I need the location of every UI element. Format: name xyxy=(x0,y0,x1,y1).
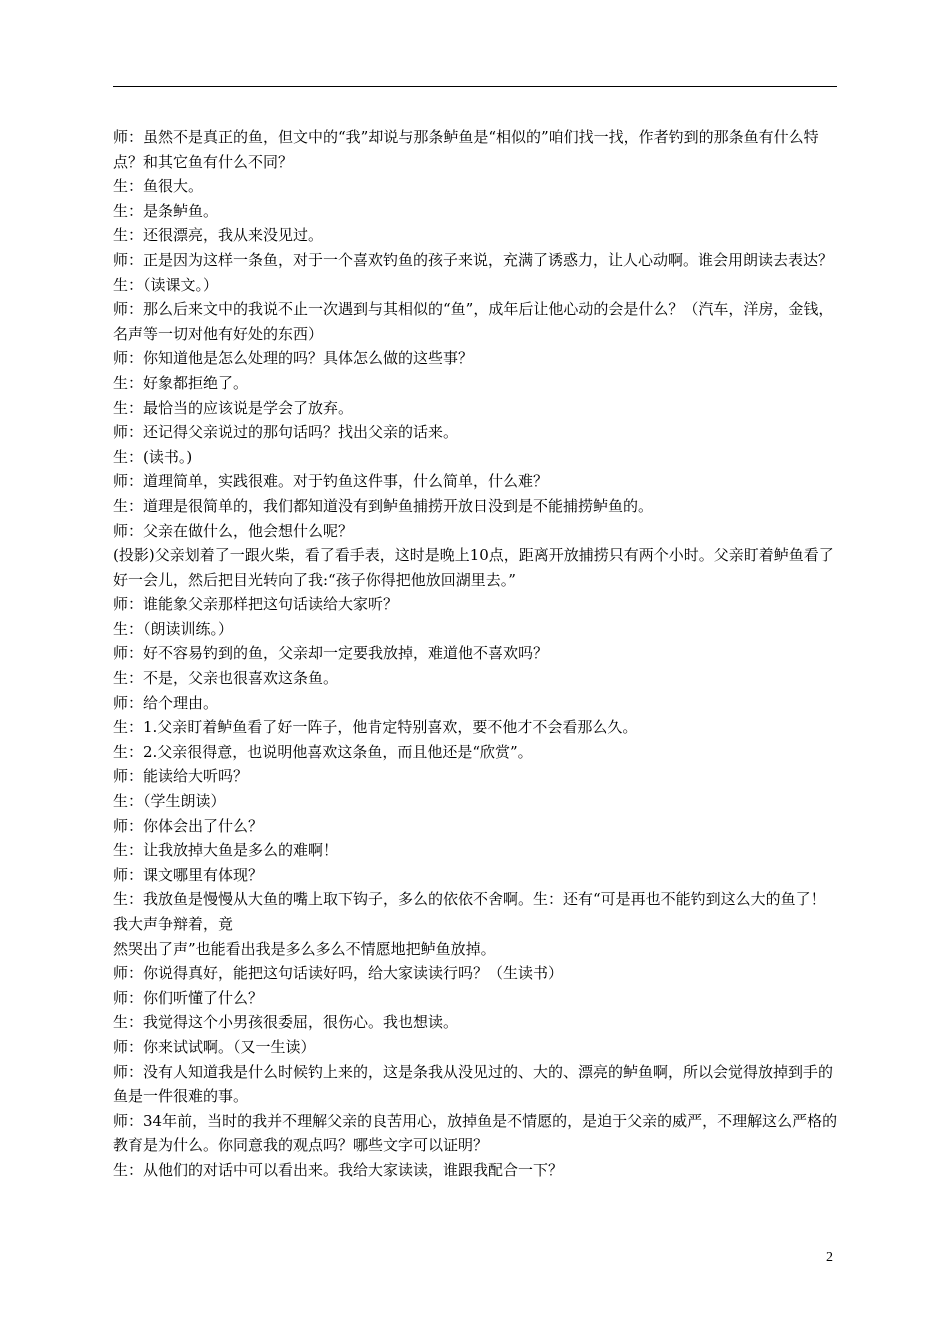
dialogue-line: 生：不是，父亲也很喜欢这条鱼。 xyxy=(113,669,339,688)
dialogue-line: 师：正是因为这样一条鱼，对于一个喜欢钓鱼的孩子来说，充满了诱惑力，让人心动啊。谁会用朗读去表达？ xyxy=(113,250,834,269)
dialogue-line: 师：那么后来文中的我说不止一次遇到与其相似的“鱼”，成年后让他心动的会是什么？（汽车，洋房，金钱，名声等一切对他有好处的东西） xyxy=(113,300,834,343)
dialogue-line: 师：课文哪里有体现？ xyxy=(113,865,264,884)
dialogue-line: 师：你们听懂了什么？ xyxy=(113,988,264,1007)
dialogue-line: 师：你说得真好，能把这句话读好吗，给大家读读行吗？（生读书） xyxy=(113,964,564,983)
dialogue-line: 生：让我放掉大鱼是多么的难啊！ xyxy=(113,841,339,860)
projection-text: (投影)父亲划着了一跟火柴，看了看手表，这时是晚上10点，距离开放捕捞只有两个小时。父亲盯着鲈鱼看了好一会儿，然后把目光转向了我:“孩子你得把他放回湖里去。” xyxy=(113,546,834,589)
header-rule xyxy=(113,86,837,87)
dialogue-line: 师：你知道他是怎么处理的吗？具体怎么做的这些事？ xyxy=(113,349,474,368)
dialogue-line: 生：（读课文。） xyxy=(113,275,219,294)
dialogue-line: 师：谁能象父亲那样把这句话读给大家听？ xyxy=(113,595,399,614)
document-body xyxy=(113,125,839,1183)
dialogue-line: 生：鱼很大。 xyxy=(113,177,204,196)
dialogue-line: 师：道理简单，实践很难。对于钓鱼这件事，什么简单，什么难？ xyxy=(113,472,549,491)
dialogue-line: 生：我觉得这个小男孩很委屈，很伤心。我也想读。 xyxy=(113,1013,459,1032)
dialogue-line: 师：虽然不是真正的鱼，但文中的“我”却说与那条鲈鱼是“相似的”咱们找一找，作者钓到的那条鱼有什么特点？和其它鱼有什么不同？ xyxy=(113,128,819,171)
dialogue-line: 师：能读给大听吗？ xyxy=(113,767,249,786)
dialogue-line: 师：父亲在做什么，他会想什么呢？ xyxy=(113,521,354,540)
dialogue-line: 然哭出了声”也能看出我是多么多么不情愿地把鲈鱼放掉。 xyxy=(113,939,496,958)
dialogue-line: 生：（学生朗读） xyxy=(113,792,226,811)
dialogue-line: 生：好象都拒绝了。 xyxy=(113,373,249,392)
dialogue-line: 师：好不容易钓到的鱼，父亲却一定要我放掉，难道他不喜欢吗？ xyxy=(113,644,549,663)
dialogue-line: 生：是条鲈鱼。 xyxy=(113,201,219,220)
dialogue-line: 生：2.父亲很得意，也说明他喜欢这条鱼，而且他还是“欣赏”。 xyxy=(113,742,533,761)
dialogue-line: 生：（朗读训练。） xyxy=(113,619,234,638)
dialogue-line: 生：我放鱼是慢慢从大鱼的嘴上取下钩子，多么的依依不舍啊。生：还有“可是再也不能钓到这么大的鱼了！我大声争辩着，竟 xyxy=(113,890,826,933)
dialogue-line: 生：1.父亲盯着鲈鱼看了好一阵子，他肯定特别喜欢，要不他才不会看那么久。 xyxy=(113,718,638,737)
dialogue-line: 师：34年前，当时的我并不理解父亲的良苦用心，放掉鱼是不情愿的，是迫于父亲的威严，不理解这么严格的教育是为什么。你同意我的观点吗？哪些文字可以证明？ xyxy=(113,1111,838,1155)
dialogue-line: 师：你来试试啊。（又一生读） xyxy=(113,1037,316,1056)
dialogue-line: 师：没有人知道我是什么时候钓上来的，这是条我从没见过的、大的、漂亮的鲈鱼啊，所以会觉得放掉到手的鱼是一件很难的事。 xyxy=(113,1062,834,1106)
dialogue-line: 生：道理是很简单的，我们都知道没有到鲈鱼捕捞开放日没到是不能捕捞鲈鱼的。 xyxy=(113,496,654,515)
dialogue-line: 生：最恰当的应该说是学会了放弃。 xyxy=(113,398,354,417)
dialogue-line: 师：还记得父亲说过的那句话吗？找出父亲的话来。 xyxy=(113,423,459,442)
page-number: 2 xyxy=(826,1250,833,1265)
dialogue-line: 生：(读书。) xyxy=(113,447,193,466)
dialogue-line: 生：从他们的对话中可以看出来。我给大家读读，谁跟我配合一下？ xyxy=(113,1160,564,1179)
dialogue-line: 师：给个理由。 xyxy=(113,693,219,712)
dialogue-line: 生：还很漂亮，我从来没见过。 xyxy=(113,226,324,245)
dialogue-line: 师：你体会出了什么？ xyxy=(113,816,264,835)
